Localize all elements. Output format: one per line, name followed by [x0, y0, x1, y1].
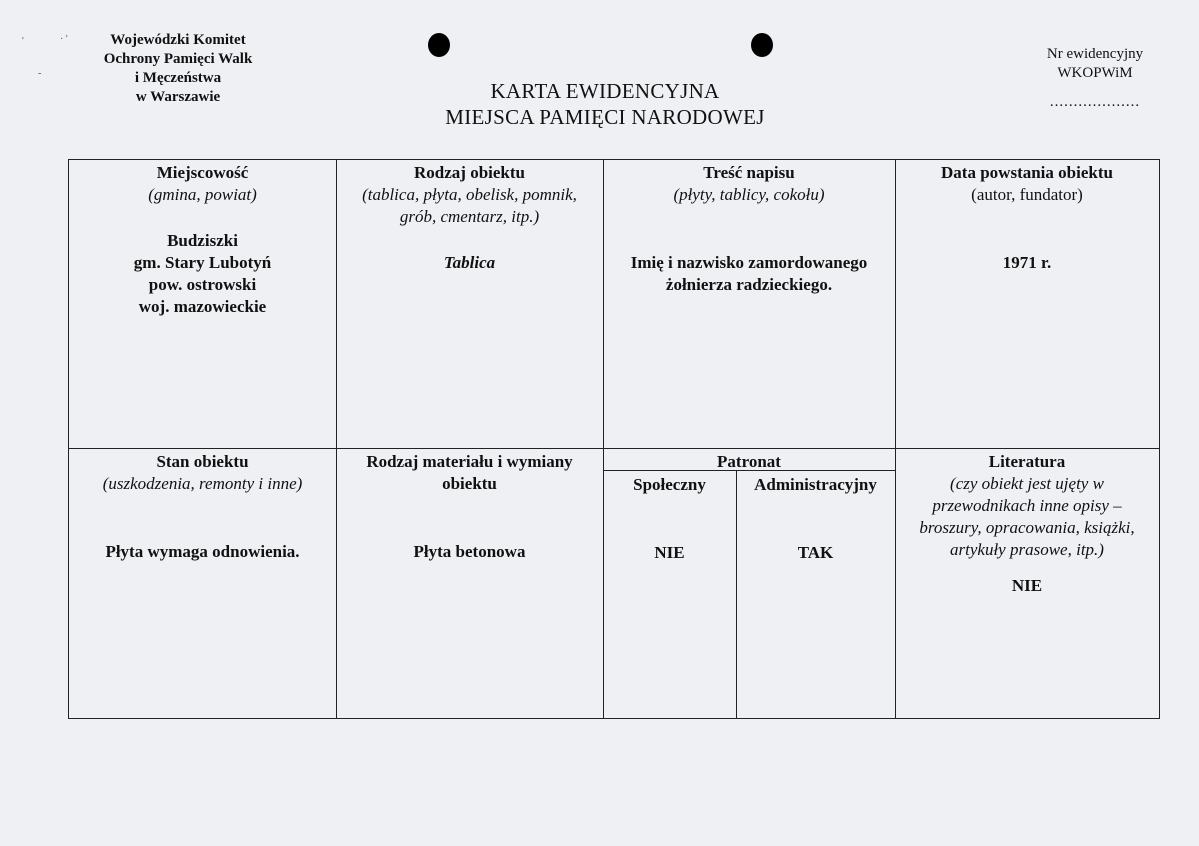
literature-cell	[895, 451, 1159, 597]
card-title	[360, 78, 850, 130]
punch-hole	[751, 33, 773, 57]
scan-speck: '	[22, 36, 24, 47]
location-value-line: pow. ostrowski	[148, 275, 257, 294]
title-line: MIEJSCA PAMIĘCI NARODOWEJ	[445, 105, 765, 129]
issuer-line: Ochrony Pamięci Walk	[103, 51, 253, 67]
punch-hole	[428, 33, 450, 57]
patronage-admin-value: TAK	[797, 543, 834, 562]
literature-hint: przewodnikach inne opisy –	[932, 496, 1122, 515]
material-header: obiektu	[442, 474, 497, 493]
location-value	[69, 230, 336, 318]
registration-number-block	[1025, 45, 1165, 112]
inscription-header: Treść napisu	[703, 163, 795, 182]
literature-header: Literatura	[988, 452, 1066, 471]
object-type-hint: grób, cmentarz, itp.)	[399, 207, 540, 226]
inscription-value-line: Imię i nazwisko zamordowanego	[630, 253, 868, 272]
patronage-admin-cell	[736, 474, 895, 564]
creation-date-value: 1971 r.	[1002, 253, 1052, 272]
registration-label: Nr ewidencyjny	[1046, 46, 1144, 62]
object-type-header: Rodzaj obiektu	[414, 163, 525, 182]
condition-cell	[69, 451, 336, 563]
material-cell	[336, 451, 603, 563]
patronage-header: Patronat	[717, 452, 781, 471]
patronage-social-cell	[603, 474, 736, 564]
literature-hint: artykuły prasowe, itp.)	[950, 540, 1104, 559]
object-type-cell	[336, 162, 603, 274]
literature-hint: broszury, opracowania, książki,	[919, 518, 1135, 537]
registration-number-blank: ...................	[1049, 94, 1141, 110]
inscription-hint: (płyty, tablicy, cokołu)	[673, 185, 825, 204]
inscription-value	[603, 252, 895, 296]
location-hint: (gmina, powiat)	[148, 185, 257, 204]
patronage-admin-label: Administracyjny	[754, 475, 877, 494]
condition-hint: (uszkodzenia, remonty i inne)	[102, 474, 303, 493]
condition-header: Stan obiektu	[156, 452, 249, 471]
location-value-line: woj. mazowieckie	[138, 297, 267, 316]
issuer-block	[68, 31, 288, 107]
registration-label: WKOPWiM	[1057, 65, 1133, 81]
location-value-line: gm. Stary Lubotyń	[133, 253, 272, 272]
literature-hint: (czy obiekt jest ujęty w	[950, 474, 1104, 493]
patronage-social-label: Społeczny	[633, 475, 706, 494]
material-value: Płyta betonowa	[413, 542, 526, 561]
literature-value: NIE	[1011, 576, 1043, 595]
row-divider	[69, 448, 1159, 449]
record-table	[68, 159, 1160, 719]
inscription-value-line: żołnierza radzieckiego.	[665, 275, 833, 294]
scan-speck: · '	[60, 34, 68, 45]
issuer-line: Wojewódzki Komitet	[110, 32, 246, 48]
material-header: Rodzaj materiału i wymiany	[366, 452, 573, 471]
object-type-hint: (tablica, płyta, obelisk, pomnik,	[362, 185, 577, 204]
inscription-cell	[603, 162, 895, 296]
location-value-line: Budziszki	[167, 231, 238, 250]
patronage-social-value: NIE	[654, 543, 685, 562]
condition-value: Płyta wymaga odnowienia.	[105, 542, 300, 561]
location-cell	[69, 162, 336, 318]
location-header: Miejscowość	[156, 163, 249, 182]
issuer-line: w Warszawie	[135, 89, 221, 105]
object-type-value: Tablica	[443, 253, 496, 272]
title-line: KARTA EWIDENCYJNA	[490, 79, 720, 103]
creation-date-cell	[895, 162, 1159, 274]
creation-date-hint: (autor, fundator)	[971, 185, 1083, 204]
scan-speck: -	[38, 68, 42, 79]
patronage-header-cell	[603, 451, 895, 473]
issuer-line: i Męczeństwa	[134, 70, 222, 86]
creation-date-header: Data powstania obiektu	[941, 163, 1113, 182]
